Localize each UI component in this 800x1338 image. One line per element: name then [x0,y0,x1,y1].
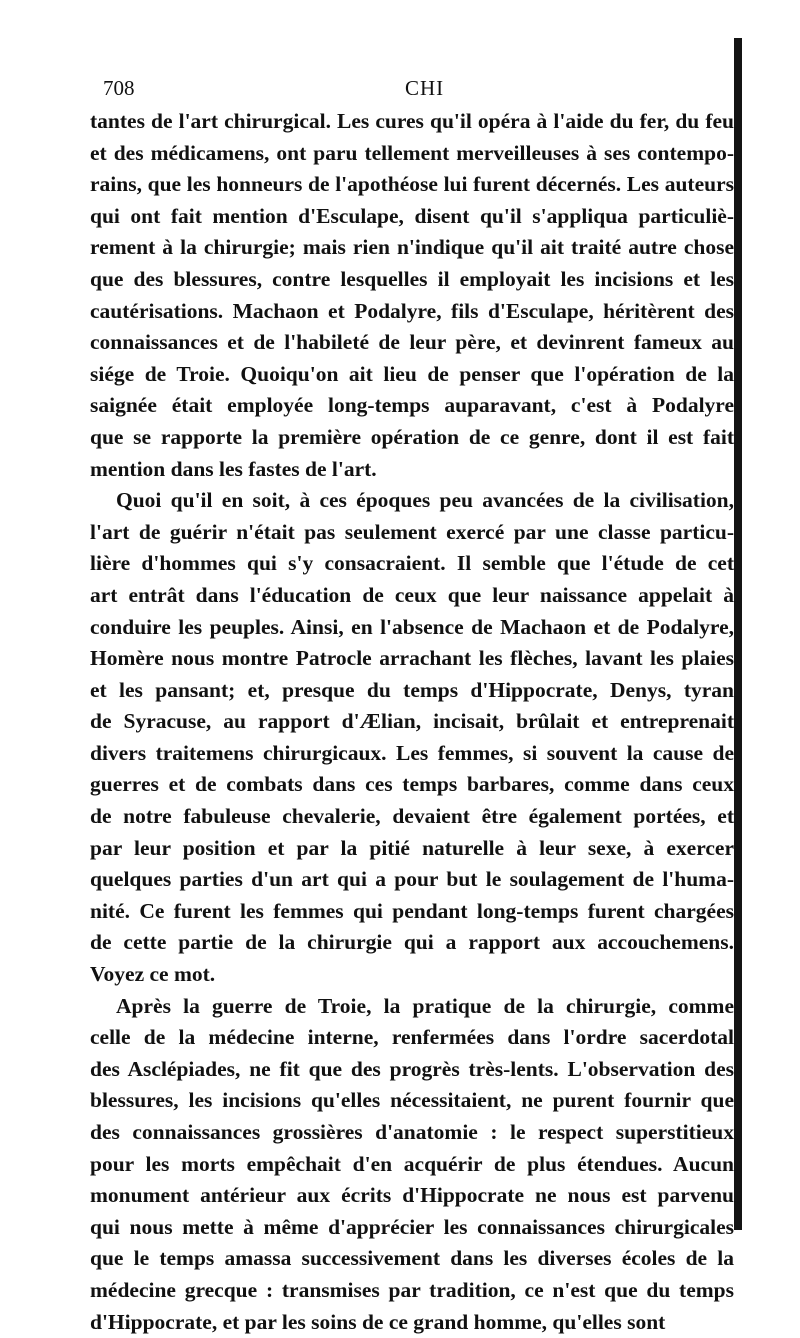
text-line: Homère nous montre Patrocle arrachant les flèches, lavant les plaies [90,646,734,671]
text-line: que le temps amassa successivement dans les diverses écoles de la [90,1246,734,1271]
text-line: saignée était employée long-temps auparavant, c'est à Podalyre [90,393,734,418]
text-line: siége de Troie. Quoiqu'on ait lieu de penser que l'opération de la [90,361,734,386]
text-line: divers traitemens chirurgicaux. Les femmes, si souvent la cause de [90,740,734,765]
text-line: qui ont fait mention d'Esculape, disent qu'il s'appliqua particuliè- [90,203,734,228]
text-line: que des blessures, contre lesquelles il employait les incisions et les [90,266,734,291]
text-line: art entrât dans l'éducation de ceux que leur naissance appelait à [90,582,734,607]
text-line: Quoi qu'il en soit, à ces époques peu avancées de la civilisation, [116,488,734,513]
text-line: Voyez ce mot. [90,962,216,987]
text-line: rement à la chirurgie; mais rien n'indique qu'il ait traité autre chose [90,235,734,260]
text-line: connaissances et de l'habileté de leur père, et devinrent fameux au [90,330,734,355]
page-edge-shadow [734,38,742,1230]
text-line: lière d'hommes qui s'y consacraient. Il semble que l'étude de cet [90,551,734,576]
text-line: pour les morts empêchait d'en acquérir de plus étendues. Aucun [90,1151,734,1176]
text-line: guerres et de combats dans ces temps barbares, comme dans ceux [90,772,734,797]
text-line: de Syracuse, au rapport d'Ælian, incisait, brûlait et entreprenait [90,709,734,734]
text-line: monument antérieur aux écrits d'Hippocrate ne nous est parvenu [90,1183,734,1208]
text-line: d'Hippocrate, et par les soins de ce grand homme, qu'elles sont [90,1309,666,1334]
text-line: quelques parties d'un art qui a pour but le soulagement de l'huma- [90,867,734,892]
paragraph [90,106,734,485]
text-line: cautérisations. Machaon et Podalyre, fils d'Esculape, héritèrent des [90,298,734,323]
text-line: Après la guerre de Troie, la pratique de la chirurgie, comme [116,993,734,1018]
text-line: et des médicamens, ont paru tellement merveilleuses à ses contempo- [90,140,734,165]
text-line: que se rapporte la première opération de ce genre, dont il est fait [90,424,734,449]
text-line: et les pansant; et, presque du temps d'Hippocrate, Denys, tyran [90,677,734,702]
text-line: tantes de l'art chirurgical. Les cures qu'il opéra à l'aide du fer, du feu [90,109,734,133]
text-line: mention dans les fastes de l'art. [90,456,377,481]
text-line: conduire les peuples. Ainsi, en l'absence de Machaon et de Podalyre, [90,614,734,639]
paragraph [90,485,734,991]
text-line: des Asclépiades, ne fit que des progrès très-lents. L'observation des [90,1056,734,1081]
text-line: médecine grecque : transmises par tradition, ce n'est que du temps [90,1277,734,1302]
body-text [90,106,734,1338]
text-line: par leur position et par la pitié naturelle à leur sexe, à exercer [90,835,734,860]
text-line: de notre fabuleuse chevalerie, devaient être également portées, et [90,804,734,829]
text-line: qui nous mette à même d'apprécier les connaissances chirurgicales [90,1214,734,1239]
text-line: nité. Ce furent les femmes qui pendant long-temps furent chargées [90,898,734,923]
text-line: celle de la médecine interne, renfermées dans l'ordre sacerdotal [90,1025,734,1050]
text-line: de cette partie de la chirurgie qui a rapport aux accouchemens. [90,930,734,955]
text-line: rains, que les honneurs de l'apothéose lui furent décernés. Les auteurs [90,172,734,197]
page-number: 708 [103,76,135,100]
paragraph [90,991,734,1338]
text-line: l'art de guérir n'était pas seulement exercé par une classe particu- [90,519,734,544]
page-header [103,76,733,104]
text-line: des connaissances grossières d'anatomie : le respect superstitieux [90,1120,734,1144]
running-head: CHI [405,76,445,100]
text-line: blessures, les incisions qu'elles nécessitaient, ne purent fournir que [90,1088,734,1113]
